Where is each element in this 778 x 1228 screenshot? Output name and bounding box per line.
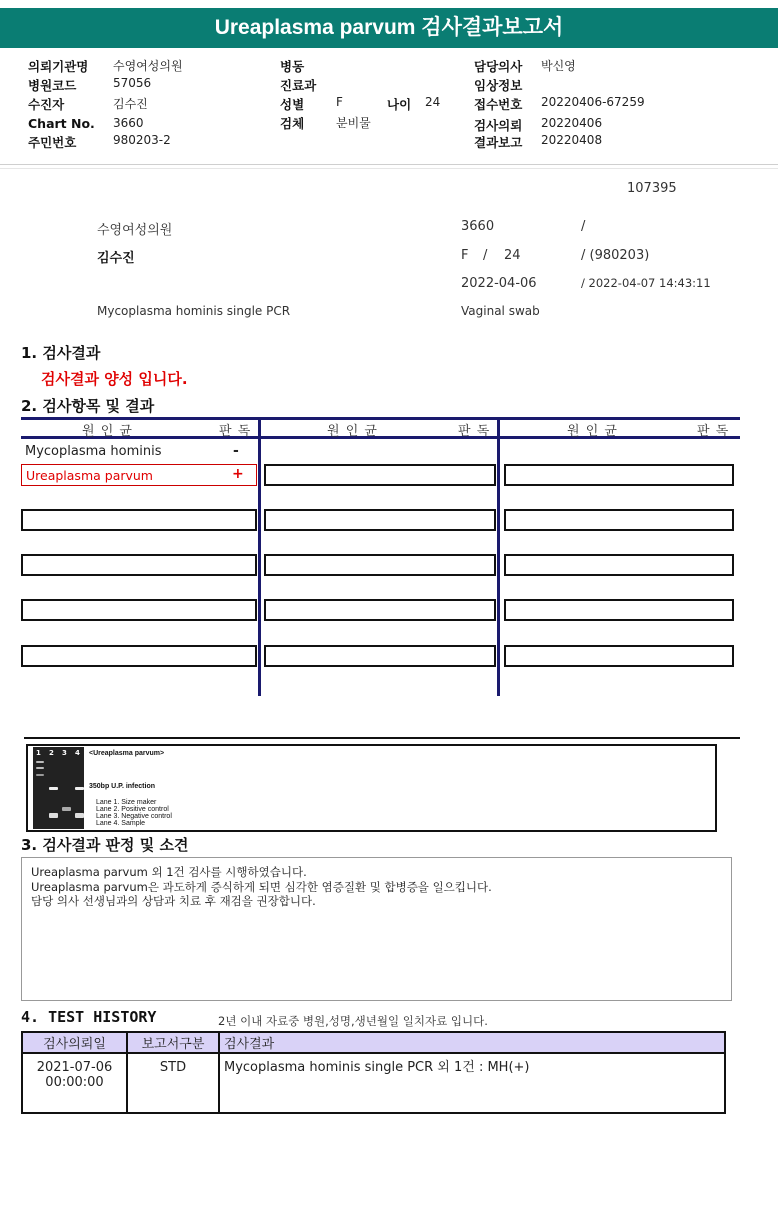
opinion-line-3: 담당 의사 선생님과의 상담과 치료 후 재검을 권장합니다.	[31, 894, 316, 908]
chart-label: Chart No.	[28, 116, 95, 131]
empty-cell	[21, 554, 257, 576]
ward-label: 병동	[280, 59, 305, 74]
table-row	[22, 1053, 725, 1113]
hospital-code-value: 57056	[113, 76, 152, 90]
lane-number: 2	[49, 749, 54, 757]
ladder-band	[36, 761, 44, 763]
empty-cell	[264, 599, 496, 621]
col1-pathogen-header: 원 인 균	[82, 424, 133, 439]
department-label: 진료과	[280, 78, 317, 93]
empty-cell	[504, 645, 734, 667]
gel-legend-3: Lane 3. Negative control	[96, 813, 172, 820]
pi-specimen: Vaginal swab	[461, 304, 540, 318]
pi-hospital: 수영여성의원	[97, 223, 173, 238]
empty-cell	[504, 509, 734, 531]
col3-pathogen-header: 원 인 균	[567, 424, 618, 439]
accession-value: 20220406-67259	[541, 95, 645, 109]
opinion-line-1: Ureaplasma parvum 외 1건 검사를 시행하였습니다.	[31, 865, 307, 879]
sex-label: 성별	[280, 97, 305, 112]
empty-cell	[264, 464, 496, 486]
accession-label: 접수번호	[474, 97, 523, 112]
gel-electrophoresis-image	[33, 747, 84, 829]
age-value: 24	[425, 95, 441, 109]
empty-cell	[264, 509, 496, 531]
result-summary: 검사결과 양성 입니다.	[41, 370, 188, 388]
empty-cell	[264, 645, 496, 667]
pi-test: Mycoplasma hominis single PCR	[97, 304, 291, 318]
sex-value: F	[336, 95, 343, 109]
lane-number: 4	[75, 749, 80, 757]
sample-band	[75, 787, 84, 790]
specimen-label: 검체	[280, 116, 305, 131]
empty-cell	[21, 599, 257, 621]
pi-received: 2022-04-06	[461, 276, 537, 291]
history-header-row	[22, 1032, 725, 1053]
request-date-value: 20220406	[541, 116, 603, 130]
header-divider	[0, 164, 778, 165]
section1-title: 1. 검사결과	[21, 344, 101, 362]
gel-legend-1: Lane 1. Size maker	[96, 799, 157, 806]
report-date-label: 결과보고	[474, 135, 523, 150]
hospital-label: 의뢰기관명	[28, 59, 89, 74]
grid-divider-1	[258, 417, 261, 696]
header-divider-2	[0, 168, 778, 169]
item-up-name: Ureaplasma parvum	[26, 468, 153, 483]
empty-cell	[504, 554, 734, 576]
rrn-label: 주민번호	[28, 135, 77, 150]
history-date: 2021-07-06	[36, 1060, 113, 1075]
history-col-date: 검사의뢰일	[22, 1032, 127, 1053]
hospital-code-label: 병원코드	[28, 78, 77, 93]
gel-legend-4: Lane 4. Sample	[96, 820, 146, 827]
opinion-line-2: Ureaplasma parvum은 과도하게 증식하게 되면 심각한 염증질환 및 합병증을 일으킵니다.	[31, 880, 492, 894]
item-mh-judge: -	[233, 443, 239, 459]
pi-name: 김수진	[97, 251, 135, 266]
report-code: 107395	[627, 181, 677, 196]
col3-judge-header: 판 독	[697, 424, 730, 439]
history-table	[21, 1031, 726, 1114]
history-time: 00:00:00	[45, 1075, 104, 1090]
pi-age: 24	[504, 248, 521, 263]
col1-judge-header: 판 독	[219, 424, 252, 439]
primer-band	[62, 807, 71, 811]
empty-cell	[504, 464, 734, 486]
lane-number: 1	[36, 749, 41, 757]
item-mh-name: Mycoplasma hominis	[25, 444, 162, 459]
gel-divider	[24, 737, 740, 739]
empty-cell	[264, 554, 496, 576]
hospital-value: 수영여성의원	[113, 59, 183, 73]
doctor-label: 담당의사	[474, 59, 523, 74]
pi-slash-2: /	[483, 248, 488, 263]
report-title: Ureaplasma parvum 검사결과보고서	[0, 8, 778, 48]
gel-caption: <Ureaplasma parvum>	[89, 750, 165, 757]
doctor-value: 박신영	[541, 59, 576, 73]
primer-band	[75, 813, 84, 818]
age-label: 나이	[387, 97, 412, 112]
lane-number: 3	[62, 749, 67, 757]
pi-slash: /	[581, 219, 586, 234]
chart-value: 3660	[113, 116, 144, 130]
opinion-box	[21, 857, 732, 1001]
history-type: STD	[127, 1053, 219, 1113]
section3-title: 3. 검사결과 판정 및 소견	[21, 836, 189, 854]
history-note: 2년 이내 자료중 병원,성명,생년월일 일치자료 입니다.	[218, 1014, 488, 1028]
gel-legend-2: Lane 2. Positive control	[96, 806, 169, 813]
item-up-judge: +	[232, 466, 244, 482]
gel-band-label: 350bp U.P. infection	[89, 783, 155, 790]
section4-title: 4. TEST HISTORY	[21, 1008, 157, 1026]
col2-pathogen-header: 원 인 균	[327, 424, 378, 439]
pi-chart: 3660	[461, 219, 495, 234]
rrn-value: 980203-2	[113, 133, 171, 147]
history-date-cell	[22, 1053, 127, 1113]
col2-judge-header: 판 독	[458, 424, 491, 439]
empty-cell	[504, 599, 734, 621]
gel-image-box	[26, 744, 717, 832]
item-up-row	[21, 464, 257, 486]
clinical-info-label: 임상정보	[474, 78, 523, 93]
pi-sex: F	[461, 248, 469, 263]
report-date-value: 20220408	[541, 133, 603, 147]
empty-cell	[21, 509, 257, 531]
section2-title: 2. 검사항목 및 결과	[21, 397, 155, 415]
history-col-type: 보고서구분	[127, 1032, 219, 1053]
patient-value: 김수진	[113, 97, 148, 111]
pi-reported: / 2022-04-07 14:43:11	[581, 276, 711, 290]
ladder-band	[36, 767, 44, 769]
primer-band	[49, 813, 58, 818]
empty-cell	[21, 645, 257, 667]
grid-divider-2	[497, 417, 500, 696]
positive-band	[49, 787, 58, 790]
pi-birth: / (980203)	[581, 248, 650, 263]
patient-label: 수진자	[28, 97, 65, 112]
ladder-band	[36, 774, 44, 776]
history-col-result: 검사결과	[219, 1032, 725, 1053]
specimen-value: 분비물	[336, 116, 371, 130]
history-result: Mycoplasma hominis single PCR 외 1건 : MH(+)	[219, 1053, 725, 1113]
request-date-label: 검사의뢰	[474, 118, 523, 133]
